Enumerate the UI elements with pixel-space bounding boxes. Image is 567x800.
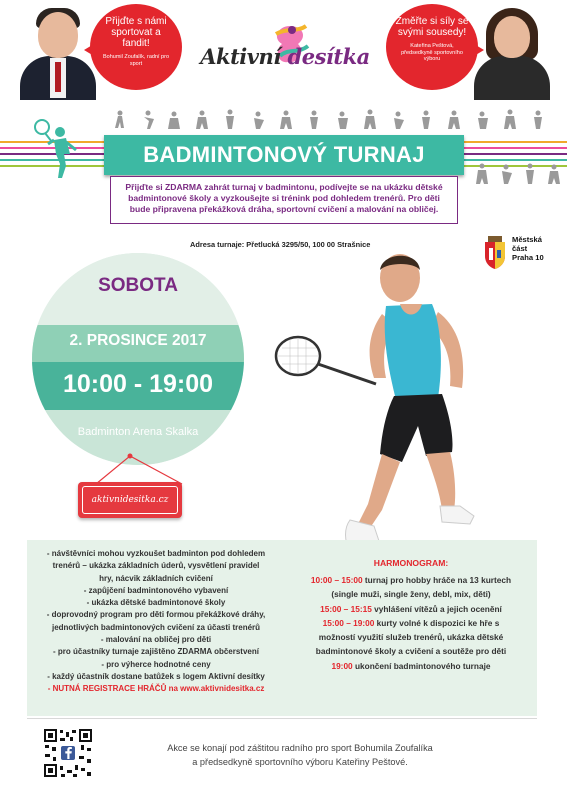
bubble-text: Přijďte s námi sportovat a fandit! <box>105 16 167 49</box>
harmonogram-line <box>285 602 537 616</box>
committee-chair-photo <box>470 4 554 100</box>
badminton-player-icon <box>28 118 84 180</box>
event-title-box <box>104 135 464 175</box>
event-info-circle <box>32 253 244 465</box>
harmonogram-line: (single muži, single ženy, debl, mix, děti) <box>331 589 491 600</box>
harmonogram-time: 15:00 – 15:15 <box>320 603 372 614</box>
logo-word-2: desítka <box>287 44 370 69</box>
harmonogram-line: možností využití služeb trenérů, ukázka dětské <box>318 632 504 643</box>
logo-word-1: Aktivní <box>200 44 281 69</box>
harmonogram-text: turnaj pro hobby hráče na 13 kurtech <box>362 575 512 585</box>
speech-bubble-right <box>386 4 478 90</box>
speech-bubble-left <box>90 4 182 90</box>
footer-divider <box>27 718 537 719</box>
event-day: SOBOTA <box>98 275 178 296</box>
event-title: BADMINTONOVÝ TURNAJ <box>143 142 425 167</box>
event-date: 2. PROSINCE 2017 <box>69 332 207 349</box>
program-item: hry, nácvik základních cvičení <box>99 573 213 583</box>
harmonogram-line <box>285 659 537 673</box>
harmonogram-text: vyhlášení vítězů a jejich ocenění <box>371 603 502 614</box>
program-item: - malování na obličej pro děti <box>100 635 212 645</box>
program-list <box>27 548 285 696</box>
patronage-line-1: Akce se konají pod záštitou radního pro sport Bohumila Zoufalíka <box>167 743 433 753</box>
district-line-1: Městská <box>512 235 542 244</box>
sport-pictograms-right <box>474 162 564 186</box>
program-item: jednotlivých badmintonových cvičení za účasti trenérů <box>51 622 261 632</box>
event-venue: Badminton Arena Skalka <box>77 426 199 438</box>
district-line-2: část <box>512 244 528 253</box>
qr-code-icon[interactable] <box>43 728 93 778</box>
program-item: - každý účastník dostane batůžek s logem Aktivní desítky <box>47 671 265 681</box>
program-item: - ukázka dětské badmintonové školy <box>86 598 226 608</box>
program-item: - pro výherce hodnotné ceny <box>101 659 211 669</box>
sport-pictograms <box>110 108 555 132</box>
program-item: - zapůjčení badmintonového vybavení <box>83 585 229 595</box>
registration-link[interactable]: - NUTNÁ REGISTRACE HRÁČŮ na www.aktivnidesitka.cz <box>47 684 265 694</box>
harmonogram-line <box>285 616 537 630</box>
bubble-text: Změřte si síly se svými sousedy! <box>395 16 469 38</box>
website-sign[interactable] <box>78 482 182 518</box>
harmonogram-line <box>285 573 537 587</box>
program-item: - doprovodný program pro děti formou překážkové dráhy, <box>46 610 266 620</box>
program-item: - návštěvníci mohou vyzkoušet badminton pod dohledem <box>46 549 266 558</box>
harmonogram-line: badmintonové školy a cvičení a soutěže pro děti <box>315 646 507 657</box>
bubble-signature: Bohumil Zoufalík, radní pro sport <box>102 54 170 67</box>
intro-text: Přijďte si ZDARMA zahrát turnaj v badmintonu, podívejte se na ukázku dětské badmintonové školy a vyzkoušejte si trénink pod dohledem trenérů. Pro děti bude připravena překážková dráha, sportovní cvičení a malování na obličej. <box>125 182 443 214</box>
harmonogram-title: HARMONOGRAM: <box>373 558 449 568</box>
harmonogram-time: 10:00 – 15:00 <box>310 575 363 585</box>
harmonogram-time: 19:00 <box>331 660 353 671</box>
program-item: trenérů – ukázka základních úderů, vysvětlení pravidel <box>52 561 260 571</box>
tournament-address: Adresa turnaje: Přetlucká 3295/50, 100 00 Strašnice <box>190 240 371 249</box>
harmonogram <box>285 558 537 673</box>
facebook-icon <box>61 746 75 760</box>
harmonogram-time: 15:00 – 19:00 <box>322 617 375 628</box>
header <box>0 0 567 100</box>
patronage-note <box>130 741 470 769</box>
harmonogram-text: ukončení badmintonového turnaje <box>352 660 491 671</box>
bubble-signature: Kateřina Peštová, předsedkyně sportovního výboru <box>401 43 463 62</box>
website-link[interactable]: aktivnidesitka.cz <box>82 486 178 514</box>
program-item: - pro účastníky turnaje zajištěno ZDARMA občerstvení <box>53 647 259 657</box>
logo-wordmark <box>192 44 378 69</box>
intro-box <box>110 176 458 224</box>
badminton-player-photo <box>270 248 500 558</box>
program-panel <box>27 540 537 716</box>
sign-string <box>88 452 188 486</box>
harmonogram-text: kurty volné k dispozici ke hře s <box>374 617 500 628</box>
patronage-line-2: a předsedkyně sportovního výboru Kateřiny Peštové. <box>192 757 408 767</box>
aktivni-desitka-logo <box>192 20 378 76</box>
district-label <box>512 235 562 262</box>
district-line-3: Praha 10 <box>512 253 544 262</box>
event-time: 10:00 - 19:00 <box>62 370 214 398</box>
